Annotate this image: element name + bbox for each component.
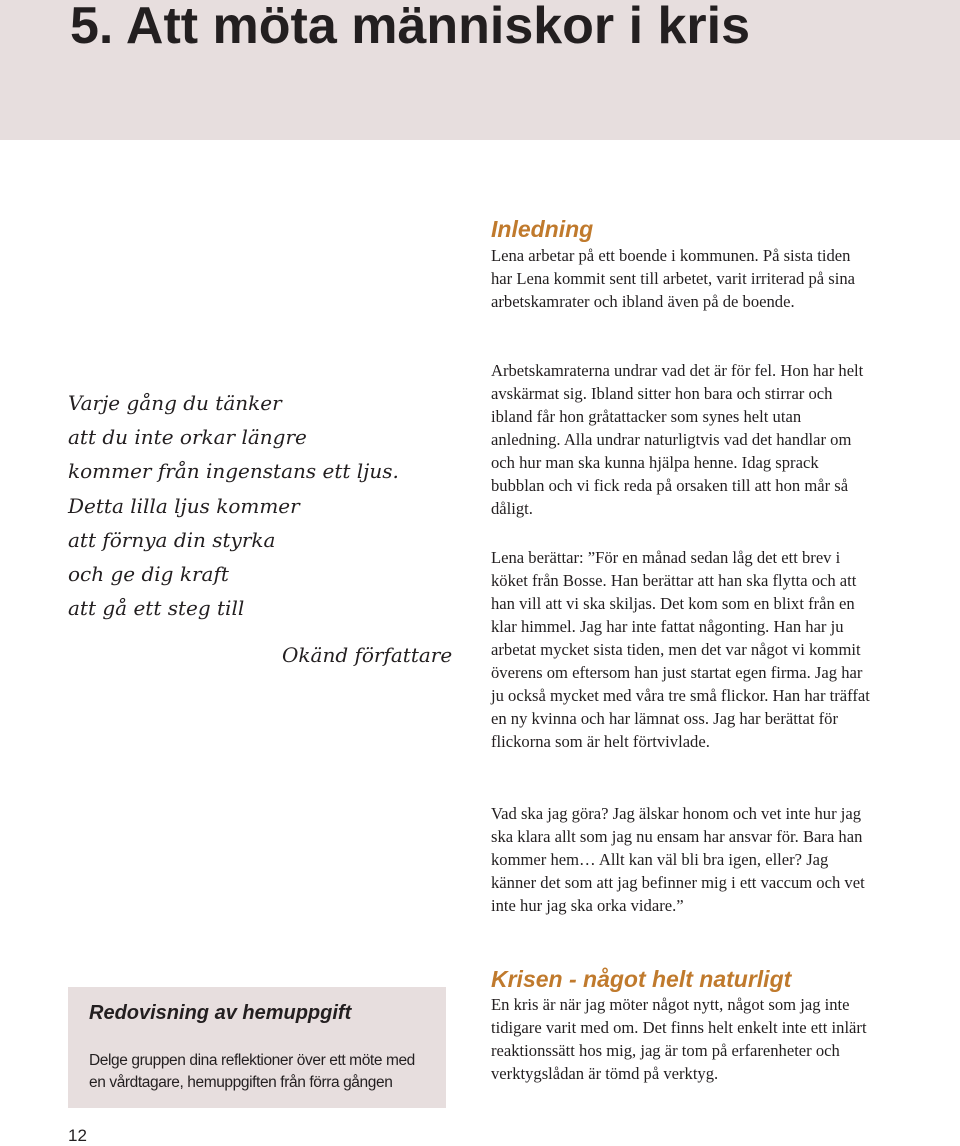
poem-line: Detta lilla ljus kommer [68, 493, 300, 518]
crisis-paragraph: En kris är när jag möter något nytt, något som jag inte tidigare varit med om. Det finns helt enkelt inte ett inlärt reaktionssätt hos mig, jag är tom på erfarenheter och verktygslådan är tömd på verktyg. [491, 995, 867, 1083]
poem-line: att gå ett steg till [68, 596, 245, 621]
homework-box [68, 987, 446, 1108]
crisis-heading: Krisen - något helt naturligt [491, 966, 792, 992]
poem-line: Varje gång du tänker [68, 391, 282, 415]
poem-line: kommer från ingenstans ett ljus. [68, 459, 399, 484]
poem-author: Okänd författare [282, 643, 453, 667]
intro-paragraph: Lena berättar: ”För en månad sedan låg det ett brev i köket från Bosse. Han berättar att han ska flytta och att han vill att vi ska skiljas. Det kom som en blixt från en klar himmel. Jag har inte fattat någonting. Han har ju arbetat mycket sista tiden, men det var något vi kommit överens om eftersom han just startat egen firma. Jag har ju också mycket med våra tre små flickor. Han har träffat en ny kvinna och har lämnat oss. Jag har berättat för flickorna som är helt förtvivlade. [491, 548, 870, 751]
homework-heading: Redovisning av hemuppgift [89, 1002, 352, 1024]
poem-line: att du inte orkar längre [68, 425, 307, 450]
intro-paragraph: Lena arbetar på ett boende i kommunen. På sista tiden har Lena kommit sent till arbetet, varit irriterad på sina arbetskamrater och ibland även på de boende. [491, 246, 856, 311]
poem-line: att förnya din styrka [68, 527, 276, 552]
poem [68, 386, 448, 625]
homework-text: Delge gruppen dina reflektioner över ett möte med en vårdtagare, hemuppgiften från förra gången [89, 1052, 415, 1091]
intro-heading: Inledning [491, 216, 594, 242]
header-band [0, 0, 960, 140]
intro-paragraph: Vad ska jag göra? Jag älskar honom och vet inte hur jag ska klara allt som jag nu ensam har ansvar för. Bara han kommer hem… Allt kan väl bli bra igen, eller? Jag känner det som att jag befinner mig i ett vaccum och vet inte hur jag ska orka vidare.” [491, 804, 865, 915]
chapter-title: 5. Att möta människor i kris [70, 0, 751, 55]
poem-line: och ge dig kraft [68, 562, 229, 587]
page-number: 12 [68, 1126, 87, 1145]
intro-paragraph: Arbetskamraterna undrar vad det är för fel. Hon har helt avskärmat sig. Ibland sitter hon bara och stirrar och ibland får hon gråtattacker som synes helt utan anledning. Alla undrar naturligtvis vad det handlar om och hur man ska kunna hjälpa henne. Idag sprack bubblan och vi fick reda på orsaken till att hon mår så dåligt. [491, 361, 864, 518]
